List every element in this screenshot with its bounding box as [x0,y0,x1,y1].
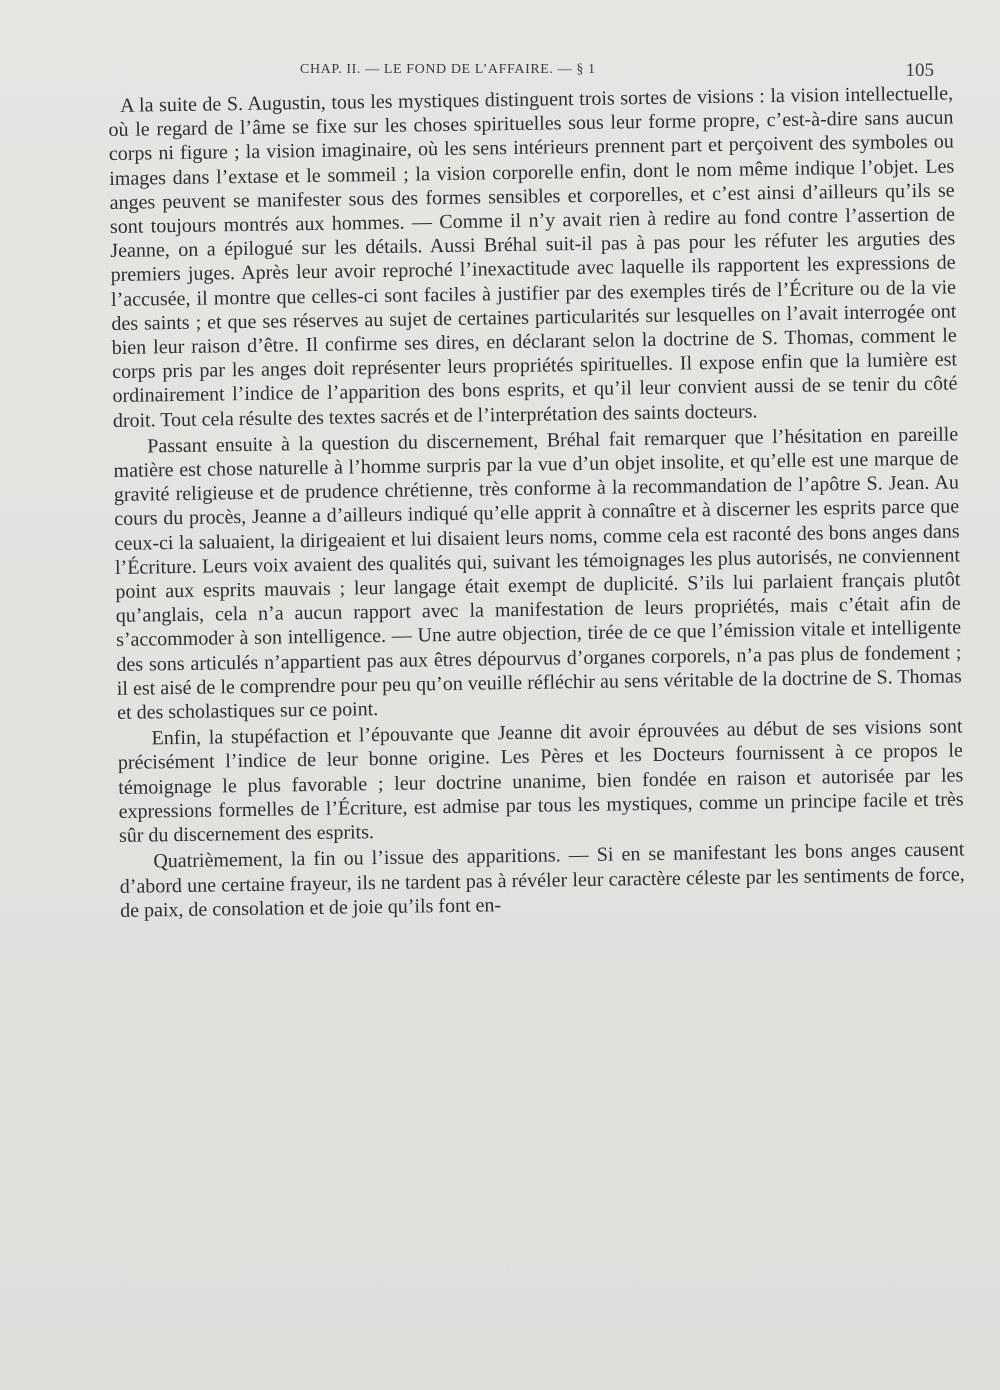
paragraph-visions: A la suite de S. Augustin, tous les mystiques distinguent trois sortes de visions : la vision intellectuelle, où le regard de l’âme se fixe sur les choses spirituelles sous leur forme propre, c’est-à-dire sans aucun corps ni figure ; la vision imaginaire, où les sens intérieurs prennent part et perçoivent des symboles ou images dans l’extase et le sommeil ; la vision corporelle enfin, dont le nom même indique l’objet. Les anges peuvent se manifester sous des formes sensibles et corporelles, et c’est ainsi d’ailleurs qu’ils se sont toujours montrés aux hommes. — Comme il n’y avait rien à redire au fond contre l’assertion de Jeanne, on a épilogué sur les détails. Aussi Bréhal suit-il pas à pas pour les réfuter les arguties des premiers juges. Après leur avoir reproché l’inexactitude avec laquelle ils rapportent les expressions de l’accusée, il montre que celles-ci sont faciles à justifier par des exemples tirés de l’Écriture ou de la vie des saints ; et que ses réserves au sujet de certaines particularités sur lesquelles on l’avait interrogée ont bien leur raison d’être. Il confirme ses dires, en déclarant selon la doctrine de S. Thomas, comment le corps pris par les anges doit représenter leurs propriétés spirituelles. Il expose enfin que la lumière est ordinairement l’indice de l’apparition des bons esprits, et qu’il leur convient aussi de se tenir du côté droit. Tout cela résulte des textes sacrés et de l’interprétation des saints docteurs. [108,82,958,432]
page-number: 105 [905,60,934,81]
running-head: CHAP. II. — LE FOND DE L’AFFAIRE. — § 1 [300,62,596,77]
body-text [108,81,965,924]
paragraph-stupefaction: Enfin, la stupéfaction et l’épouvante que Jeanne dit avoir éprouvées au début de ses visions sont précisément l’indice de leur bonne origine. Les Pères et les Docteurs fournissent à ce propos le témoignage le plus favorable ; leur doctrine unanime, bien fondée en raison et autorisée par les expressions formelles de l’Écriture, est admise par tous les mystiques, comme un principe facile et très sûr du discernement des esprits. [117,715,964,848]
paragraph-quatriemement: Quatrièmement, la fin ou l’issue des apparitions. — Si en se manifestant les bons anges causent d’abord une certaine frayeur, ils ne tardent pas à révéler leur caractère céleste par les sentiments de force, de paix, de consolation et de joie qu’ils font en- [119,838,965,922]
paragraph-discernement: Passant ensuite à la question du discernement, Bréhal fait remarquer que l’hésitation en pareille matière est chose naturelle à l’homme surpris par la vue d’un objet insolite, et qu’elle est une marque de gravité religieuse et de prudence chrétienne, très conforme à la recommandation de l’apôtre S. Jean. Au cours du procès, Jeanne a d’ailleurs indiqué qu’elle apprit à connaître et à discerner les esprits parce que ceux-ci la saluaient, la dirigeaient et lui disaient leurs noms, comme cela est raconté des bons anges dans l’Écriture. Leurs voix avaient des qualités qui, suivant les témoignages les plus autorisés, ne conviennent point aux esprits mauvais ; leur langage était exempt de duplicité. S’ils lui parlaient français plutôt qu’anglais, cela n’a aucun rapport avec la manifestation de leurs propriétés, mais c’était afin de s’accommoder à son intelligence. — Une autre objection, tirée de ce que l’émission vitale et intelligente des sons articulés n’appartient pas aux êtres dépourvus d’organes corporels, n’a pas plus de fondement ; il est aisé de le comprendre pour peu qu’on veuille réfléchir au sens véritable de la doctrine de S. Thomas et des scholastiques sur ce point. [113,423,962,725]
